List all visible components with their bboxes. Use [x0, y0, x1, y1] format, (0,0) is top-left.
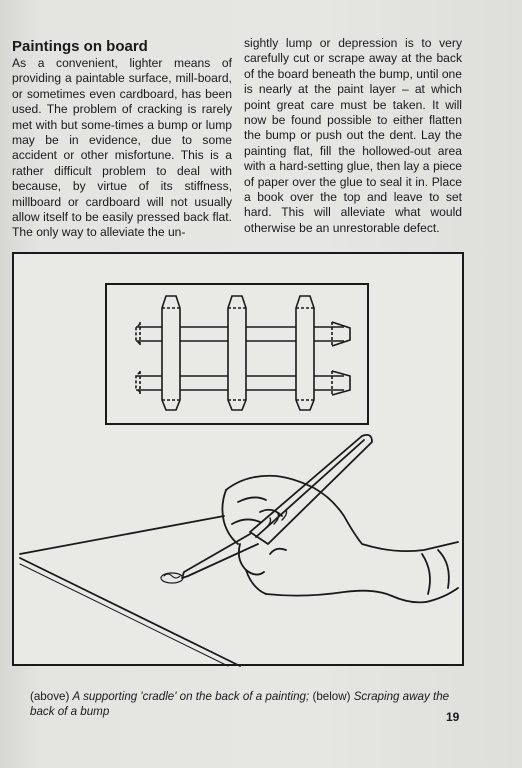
scraping-drawing — [20, 435, 458, 666]
cradle-drawing — [106, 284, 368, 424]
caption-above-text: A supporting 'cradle' on the back of a painting; — [72, 690, 310, 703]
caption-below-text: Scraping away the back of a bump — [30, 690, 450, 718]
board-edge-top — [20, 516, 224, 554]
illustration — [14, 254, 466, 668]
caption-above-label: (above) — [30, 690, 70, 703]
left-column — [12, 38, 232, 241]
caption-below-label: (below) — [312, 690, 351, 703]
scraped-patch — [161, 573, 183, 583]
left-column-text: As a convenient, lighter means of providing a paintable surface, mill-board, or sometimes even cardboard, has been used. The problem of cracking is rarely met with but some-times a bump or lump may be in evidence, due to some accident or other misfortune. This is a rather difficult problem to deal with because, by virtue of its stiffness, millboard or cardboard will not usually allow itself to be easily pressed back flat. The only way to alleviate the un- — [12, 56, 232, 240]
section-heading: Paintings on board — [12, 38, 148, 55]
page-number: 19 — [446, 710, 460, 724]
right-column — [244, 36, 462, 236]
figure-caption — [30, 689, 450, 719]
board-edge-front — [20, 558, 240, 666]
scalpel — [182, 435, 372, 578]
hand — [222, 476, 458, 603]
illustration-frame — [12, 252, 464, 666]
vertical-slats — [162, 296, 314, 410]
right-column-text: sightly lump or depression is to very carefully cut or scrape away at the back of the board beneath the bump, until one is nearly at the paint layer – at which point great care must be taken. It will now be found possible to either flatten the bump or push out the dent. Lay the painting flat, fill the hollowed-out area with a hard-setting glue, then lay a piece of paper over the glue to seal it in. Place a book over the top and leave to set hard. This will alleviate what would otherwise be an unrestorable defect. — [244, 36, 462, 235]
